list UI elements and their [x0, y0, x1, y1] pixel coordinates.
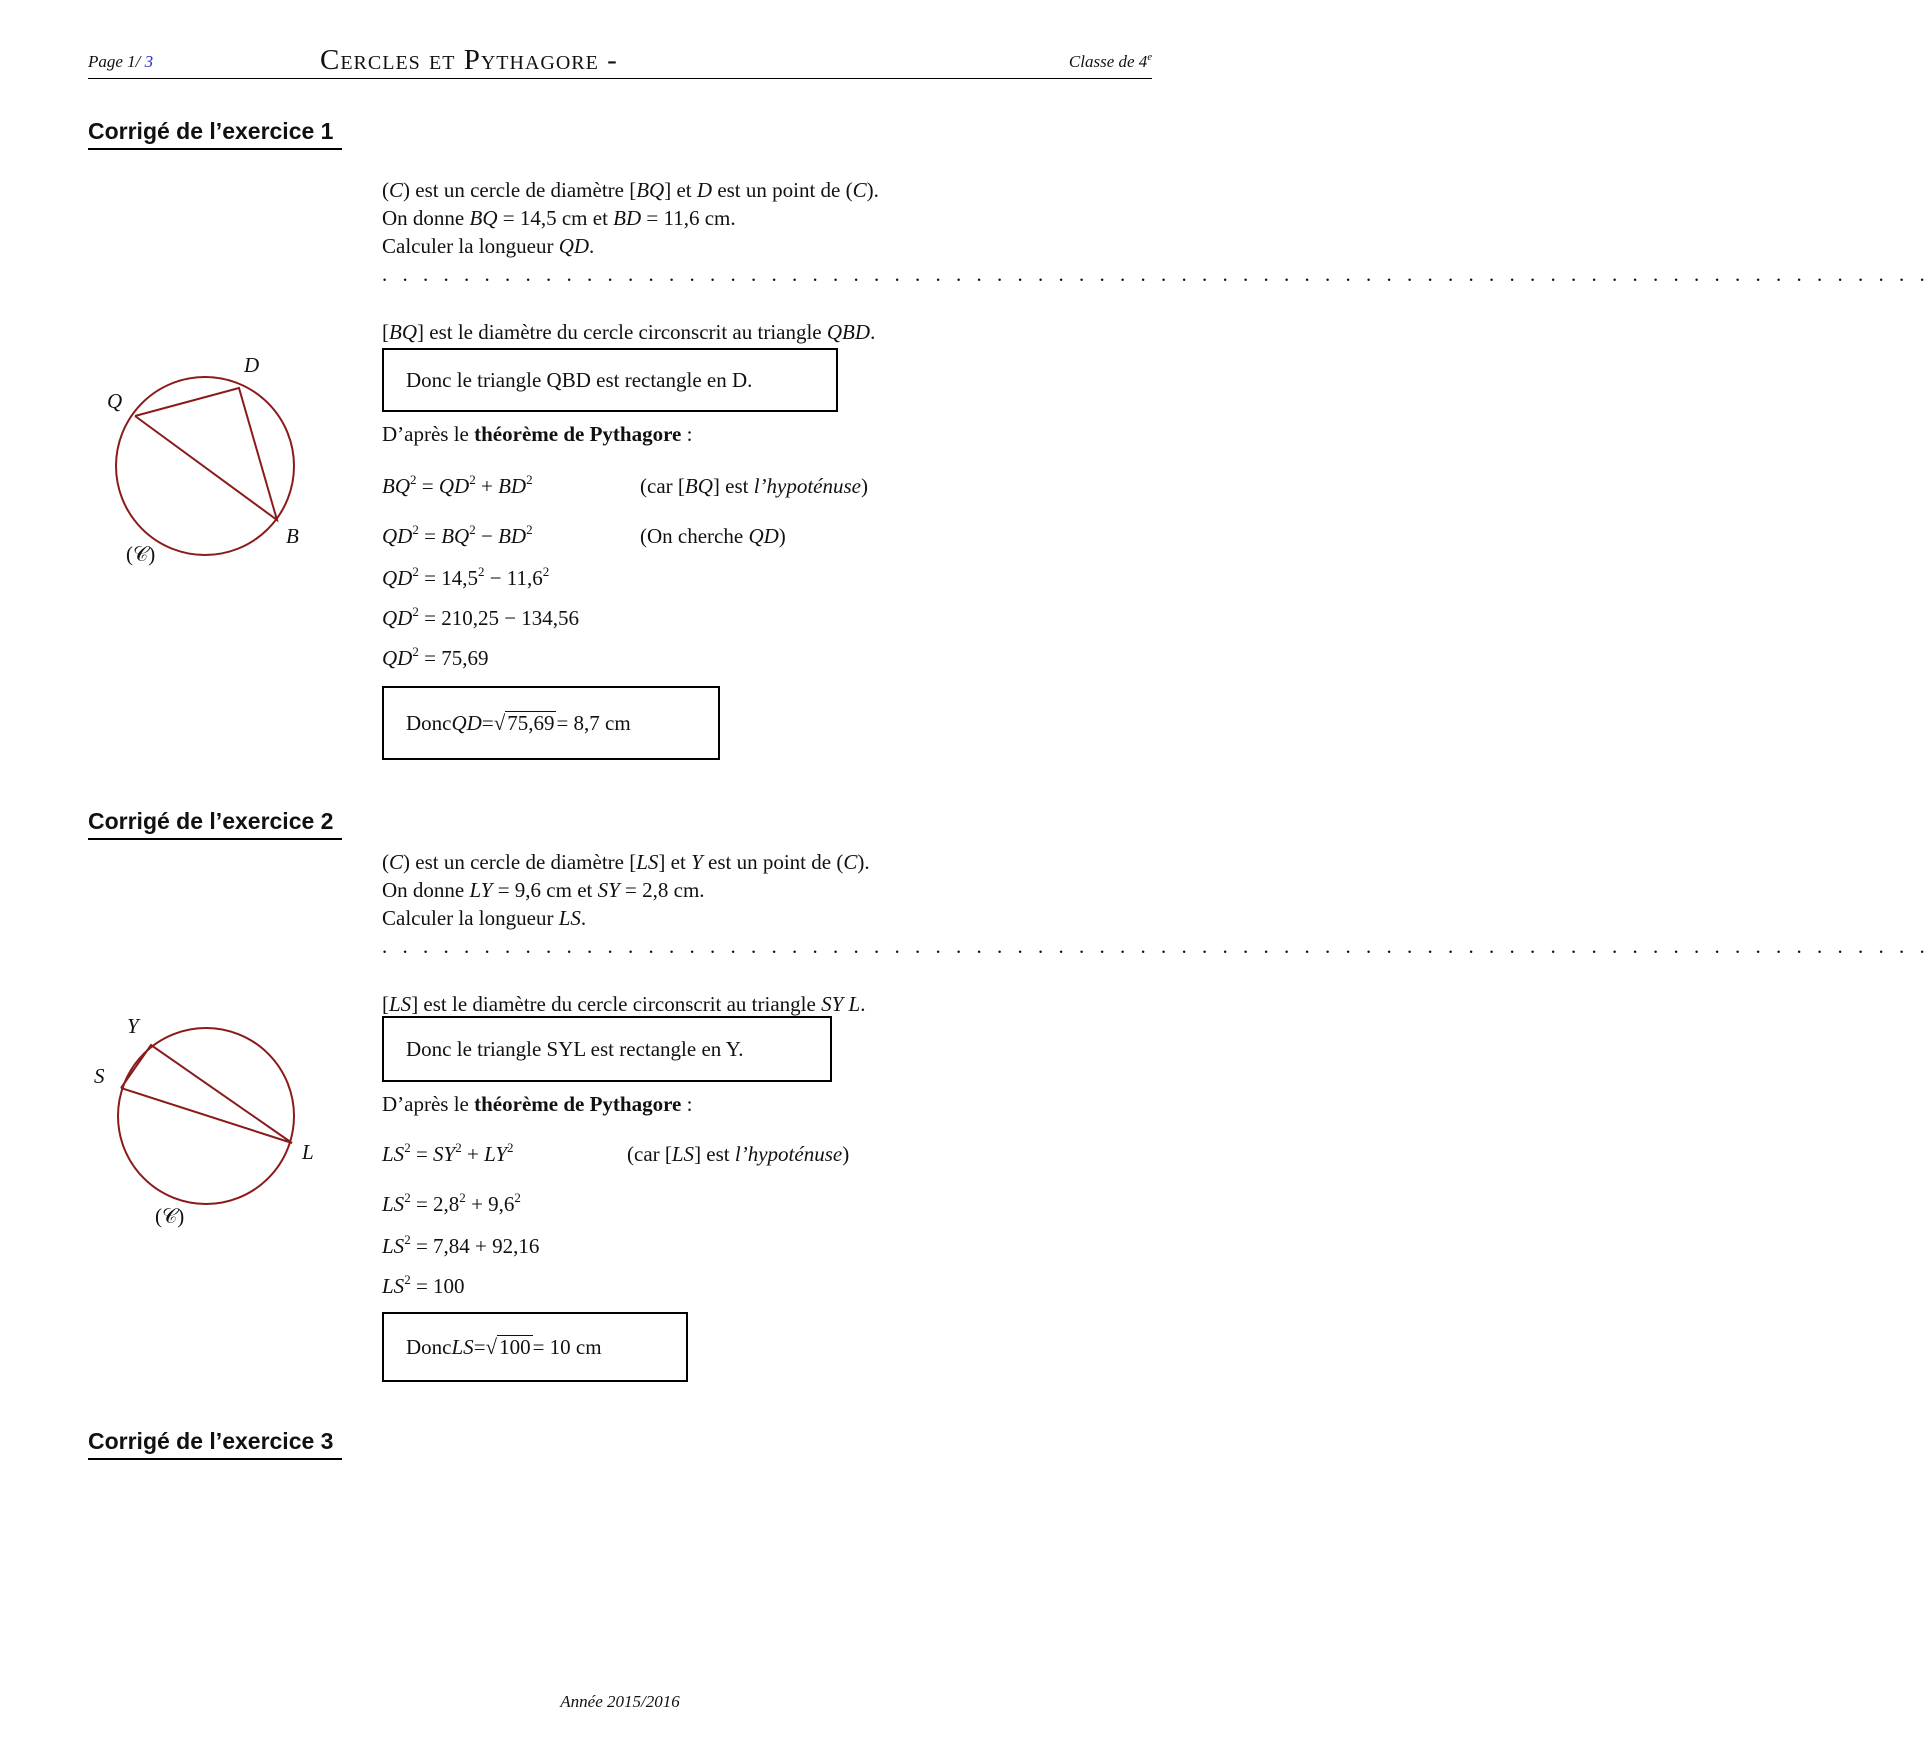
exercise-3-heading: Corrigé de l’exercice 3 — [88, 1428, 342, 1460]
ex1-equation-5: $QD^2 = 75,69$ — [382, 643, 489, 670]
ex2-pythagore-intro: D’après le théorème de Pythagore : — [382, 1092, 693, 1116]
exercise-1-heading: Corrigé de l’exercice 1 — [88, 118, 342, 150]
ex1-equation-3: $QD^2 = 14,5^2 - 11,6^2$ — [382, 563, 550, 590]
ex2-statement-line2: On donne LY = 9,6 cm et SY = 2,8 cm. — [382, 878, 705, 902]
ex2-label-Y: Y — [127, 1014, 139, 1038]
ex2-circumscribed-text: [LS] est le diamètre du cercle circonscrit au triangle SY L. — [382, 992, 866, 1016]
page-number: Page 1/ 3 — [88, 52, 154, 71]
ex2-statement-line3: Calculer la longueur LS. — [382, 906, 587, 930]
exercise-2-heading: Corrigé de l’exercice 2 — [88, 808, 342, 840]
page-total-link[interactable]: 3 — [144, 52, 154, 71]
ex1-equation-2-note: (On cherche QD) — [640, 524, 786, 548]
ex1-circle — [116, 377, 294, 555]
page-title: Cercles et Pythagore - — [320, 44, 618, 76]
ex1-statement-line2: On donne BQ = 14,5 cm et BD = 11,6 cm. — [382, 206, 736, 230]
ex1-label-C: (𝒞) — [126, 542, 156, 566]
ex1-label-D: D — [244, 353, 260, 377]
ex1-equation-2: $QD^2 = BQ^2 - BD^2$ — [382, 521, 533, 548]
ex2-triangle-SYL — [121, 1045, 292, 1143]
ex2-right-triangle-box: Donc le triangle SYL est rectangle en Y. — [382, 1016, 832, 1082]
footer-year: Année 2015/2016 — [560, 1692, 680, 1711]
ex1-equation-4: $QD^2 = 210,25 - 134,56$ — [382, 603, 580, 630]
ex2-equation-1: $LS^2 = SY^2 + LY^2$ — [382, 1139, 514, 1166]
ex1-circle-figure — [95, 350, 310, 575]
ex2-final-answer-box: Donc LS = √100 = 10 cm — [382, 1312, 688, 1382]
ex1-dotted-line: . . . . . . . . . . . . . . . . . . . . . . . . . . . . . . . . . . . . . . . . . . . . . . . . . . . . . . . . . . . . . . . . . . . . . . . . . . . . — [382, 262, 1930, 286]
ex1-triangle-QDB — [135, 388, 277, 520]
ex2-equation-3: $LS^2 = 7,84 + 92,16$ — [382, 1231, 540, 1258]
ex1-equation-1: $BQ^2 = QD^2 + BD^2$ — [382, 471, 533, 498]
ex1-equation-1-note: (car [BQ] est l’hypoténuse) — [640, 474, 868, 498]
ex1-right-triangle-box: Donc le triangle QBD est rectangle en D. — [382, 348, 838, 412]
ex2-equation-2: $LS^2 = 2,8^2 + 9,6^2$ — [382, 1189, 521, 1216]
ex2-statement-line1: (C) est un cercle de diamètre [LS] et Y est un point de (C). — [382, 850, 870, 874]
ex2-label-C: (𝒞) — [155, 1204, 185, 1228]
ex1-statement-line3: Calculer la longueur QD. — [382, 234, 595, 258]
ex1-final-answer-box: Donc QD = √75,69 = 8,7 cm — [382, 686, 720, 760]
ex2-dotted-line: . . . . . . . . . . . . . . . . . . . . . . . . . . . . . . . . . . . . . . . . . . . . . . . . . . . . . . . . . . . . . . . . . . . . . . . . . . . . — [382, 934, 1930, 958]
ex2-equation-1-note: (car [LS] est l’hypoténuse) — [627, 1142, 850, 1166]
ex1-statement-line1: (C) est un cercle de diamètre [BQ] et D est un point de (C). — [382, 178, 879, 202]
ex1-pythagore-intro: D’après le théorème de Pythagore : — [382, 422, 693, 446]
header-rule — [88, 78, 1152, 79]
class-label: Classe de 4e — [1068, 51, 1152, 71]
ex2-label-L: L — [302, 1140, 314, 1164]
ex2-circle-figure — [85, 1010, 325, 1240]
ex2-equation-4: $LS^2 = 100$ — [382, 1271, 465, 1298]
ex2-label-S: S — [94, 1064, 105, 1088]
ex1-label-B: B — [286, 524, 299, 548]
ex1-label-Q: Q — [107, 389, 123, 413]
ex1-circumscribed-text: [BQ] est le diamètre du cercle circonscrit au triangle QBD. — [382, 320, 876, 344]
